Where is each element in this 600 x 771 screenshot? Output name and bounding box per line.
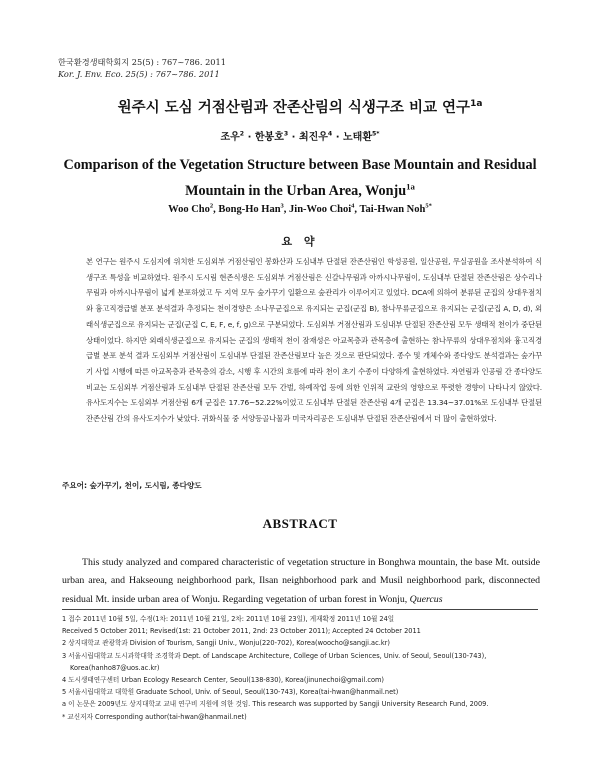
author-kr-1-affil: 2 (239, 130, 245, 138)
authors-english: Woo Cho$^2$, Bong-Ho Han$^3$, Jin-Woo Choi$^4$, Tai-Hwan Noh$^{5*}$ (168, 202, 432, 215)
footnote-corresponding-author: * 교신저자 Corresponding author(tai-hwan@hanmail.net) (62, 712, 247, 721)
authors-korean: 조우$^2$ · 한봉호$^3$ · 최진우$^4$ · 노태환$^{5*}$ (220, 130, 380, 143)
author-kr-2: 한봉호 (254, 132, 284, 143)
author-kr-4-affil: 5* (371, 130, 380, 138)
author-en-1-affil: 2 (209, 202, 214, 210)
author-kr-2-affil: 3 (283, 130, 289, 138)
footnote-affiliation-3: 3 서울시립대학교 도시과학대학 조경학과 Dept. of Landscape Architecture, College of Urban Sciences, Univ. of Seoul, Seoul(130-743), Korea(hanho87@uos.ac.kr) (62, 651, 487, 672)
author-en-3-affil: 4 (351, 202, 355, 210)
author-kr-3: 최진우 (298, 132, 328, 143)
author-en-1: Woo Cho (168, 204, 210, 215)
english-abstract-italic-term: Quercus (409, 593, 443, 605)
abstract-heading: ABSTRACT (262, 516, 338, 531)
title-english (40, 152, 560, 204)
journal-citation-en: Kor. J. Env. Eco. 25(5) : 767~786. 2011 (58, 69, 220, 79)
footnote-funding: a 이 논문은 2009년도 상지대학교 교내 연구비 지원에 의한 것임. This research was supported by Sangji University Research Fund, 2009. (62, 700, 489, 709)
author-en-4: Tai-Hwan Noh (359, 204, 426, 215)
footnotes (62, 613, 542, 723)
footnote-divider (62, 609, 538, 610)
author-en-4-affil: 5* (425, 202, 432, 210)
footnote-affiliation-2: 2 상지대학교 관광학과 Division of Tourism, Sangji Univ., Wonju(220-702), Korea(woocho@sangji.ac.kr) (62, 639, 390, 648)
korean-abstract-heading: 요 약 (281, 235, 319, 248)
footnote-received: 1 접수 2011년 10월 5일, 수정(1차: 2011년 10월 21일, 2차: 2011년 10월 23일), 게재확정 2011년 10월 24일 (62, 615, 395, 623)
author-kr-4: 노태환 (343, 132, 372, 143)
english-abstract-text: This study analyzed and compared characteristic of vegetation structure in Bonghwa mountain, the base Mt. outside urban area, and Hakseoung neighborhood park, Ilsan neighborhood park and Musil neighborhood park, disconnected residual Mt. inside urban area of Wonju. Regarding vegetation of urban forest in Wonju, (62, 557, 540, 605)
footnote-affiliation-5: 5 서울시립대학교 대학원 Graduate School, Univ. of Seoul, Seoul(130-743), Korea(tai-hwan@hanmail.net) (62, 688, 399, 697)
author-en-2: Bong-Ho Han (218, 204, 281, 215)
author-kr-3-affil: 4 (327, 130, 333, 138)
footnote-received-en: Received 5 October 2011; Revised(1st: 21 October 2011, 2nd: 23 October 2011); Accepted 24 October 2011 (62, 627, 421, 636)
title-korean-text: 원주시 도심 거점산림과 잔존산림의 식생구조 비교 연구 (117, 100, 471, 116)
author-kr-1: 조우 (220, 132, 240, 143)
title-korean (0, 96, 600, 117)
title-english-text: Comparison of the Vegetation Structure between Base Mountain and Residual Mountain in the Urban Area, Wonju (63, 157, 537, 199)
keywords: 주요어: 숲가꾸기, 천이, 도시림, 종다양도 (62, 481, 202, 490)
korean-abstract-body: 본 연구는 원주시 도심지에 위치한 도심외부 거점산림인 봉화산과 도심내부 단절된 잔존산림인 학성공원, 일산공원, 무실공원을 조사분석하여 식생구조 특성을 비교하였다. 원주시 도시림 현존식생은 도심외부 거점산림은 신갈나무림과 아까시나무림이, 도심내부 단절된 잔존산림은 상수리나무림과 아까시나무림이 넓게 분포하였고 두 지역 모두 숲가꾸기 일환으로 숲관리가 이루어지고 있었다. DCA에 의하여 분류된 군집의 상대우점치와 흉고직경급별 분포 분석결과 추정되는 천이경향은 소나무군집으로 유지되는 군집(군집 B), 참나무류군집으로 유지되는 군집(군집 A, D, d), 외래식생군집으로 유지되는 군집(군집 C, E, F, e, f, g)으로 구분되었다. 도심외부 거점산림과 도심내부 단절된 잔존산림 모두 생태적 천이가 중단된 상태이었다. 하지만 외래식생군집으로 유지되는 군집의 생태적 천이 잠재성은 아교목층과 관목층에 출현하는 참나무류의 상대우점치와 흉고직경급별 분포 분석 결과 도심외부 거점산림이 도심내부 단절된 잔존산림보다 높은 것으로 판단되었다. 종수 및 개체수와 종다양도 분석결과는 숲가꾸기 사업 시행에 따른 아교목층과 관목층의 감소, 시행 후 시간의 흐름에 따라 천이 초기 수종이 다양하게 출현하였다. 자연림과 인공림 간 종다양도 비교는 도심외부 거점산림과 도심내부 단절된 잔존산림 모두 간벌, 하예작업 등에 의한 인위적 교란의 영향으로 뚜렷한 경향이 나타나지 않았다. 유사도지수는 도심외부 거점산림 6개 군집은 17.76~52.22%이었고 도심내부 단절된 잔존산림 4개 군집은 13.34~37.01%로 도심내부 단절된 잔존산림 간의 유사도지수가 낮았다. 귀화식물 중 서양등골나물과 미국자리공은 도심내부 단절된 잔존산림에서 더 많이 출현하였다. (86, 257, 542, 424)
english-abstract-body (62, 554, 540, 609)
author-en-2-affil: 3 (280, 202, 284, 210)
journal-citation (58, 56, 226, 80)
author-en-3: Jin-Woo Choi (289, 204, 352, 215)
footnote-affiliation-4: 4 도시생태연구센터 Urban Ecology Research Center, Seoul(138-830), Korea(jinunechoi@gmail.com) (62, 676, 385, 685)
journal-citation-kr: 한국환경생태학회지 25(5) : 767~786. 2011 (58, 57, 226, 67)
title-english-footnote-mark: 1a (406, 181, 415, 192)
title-korean-footnote-mark: 1a (470, 99, 483, 110)
